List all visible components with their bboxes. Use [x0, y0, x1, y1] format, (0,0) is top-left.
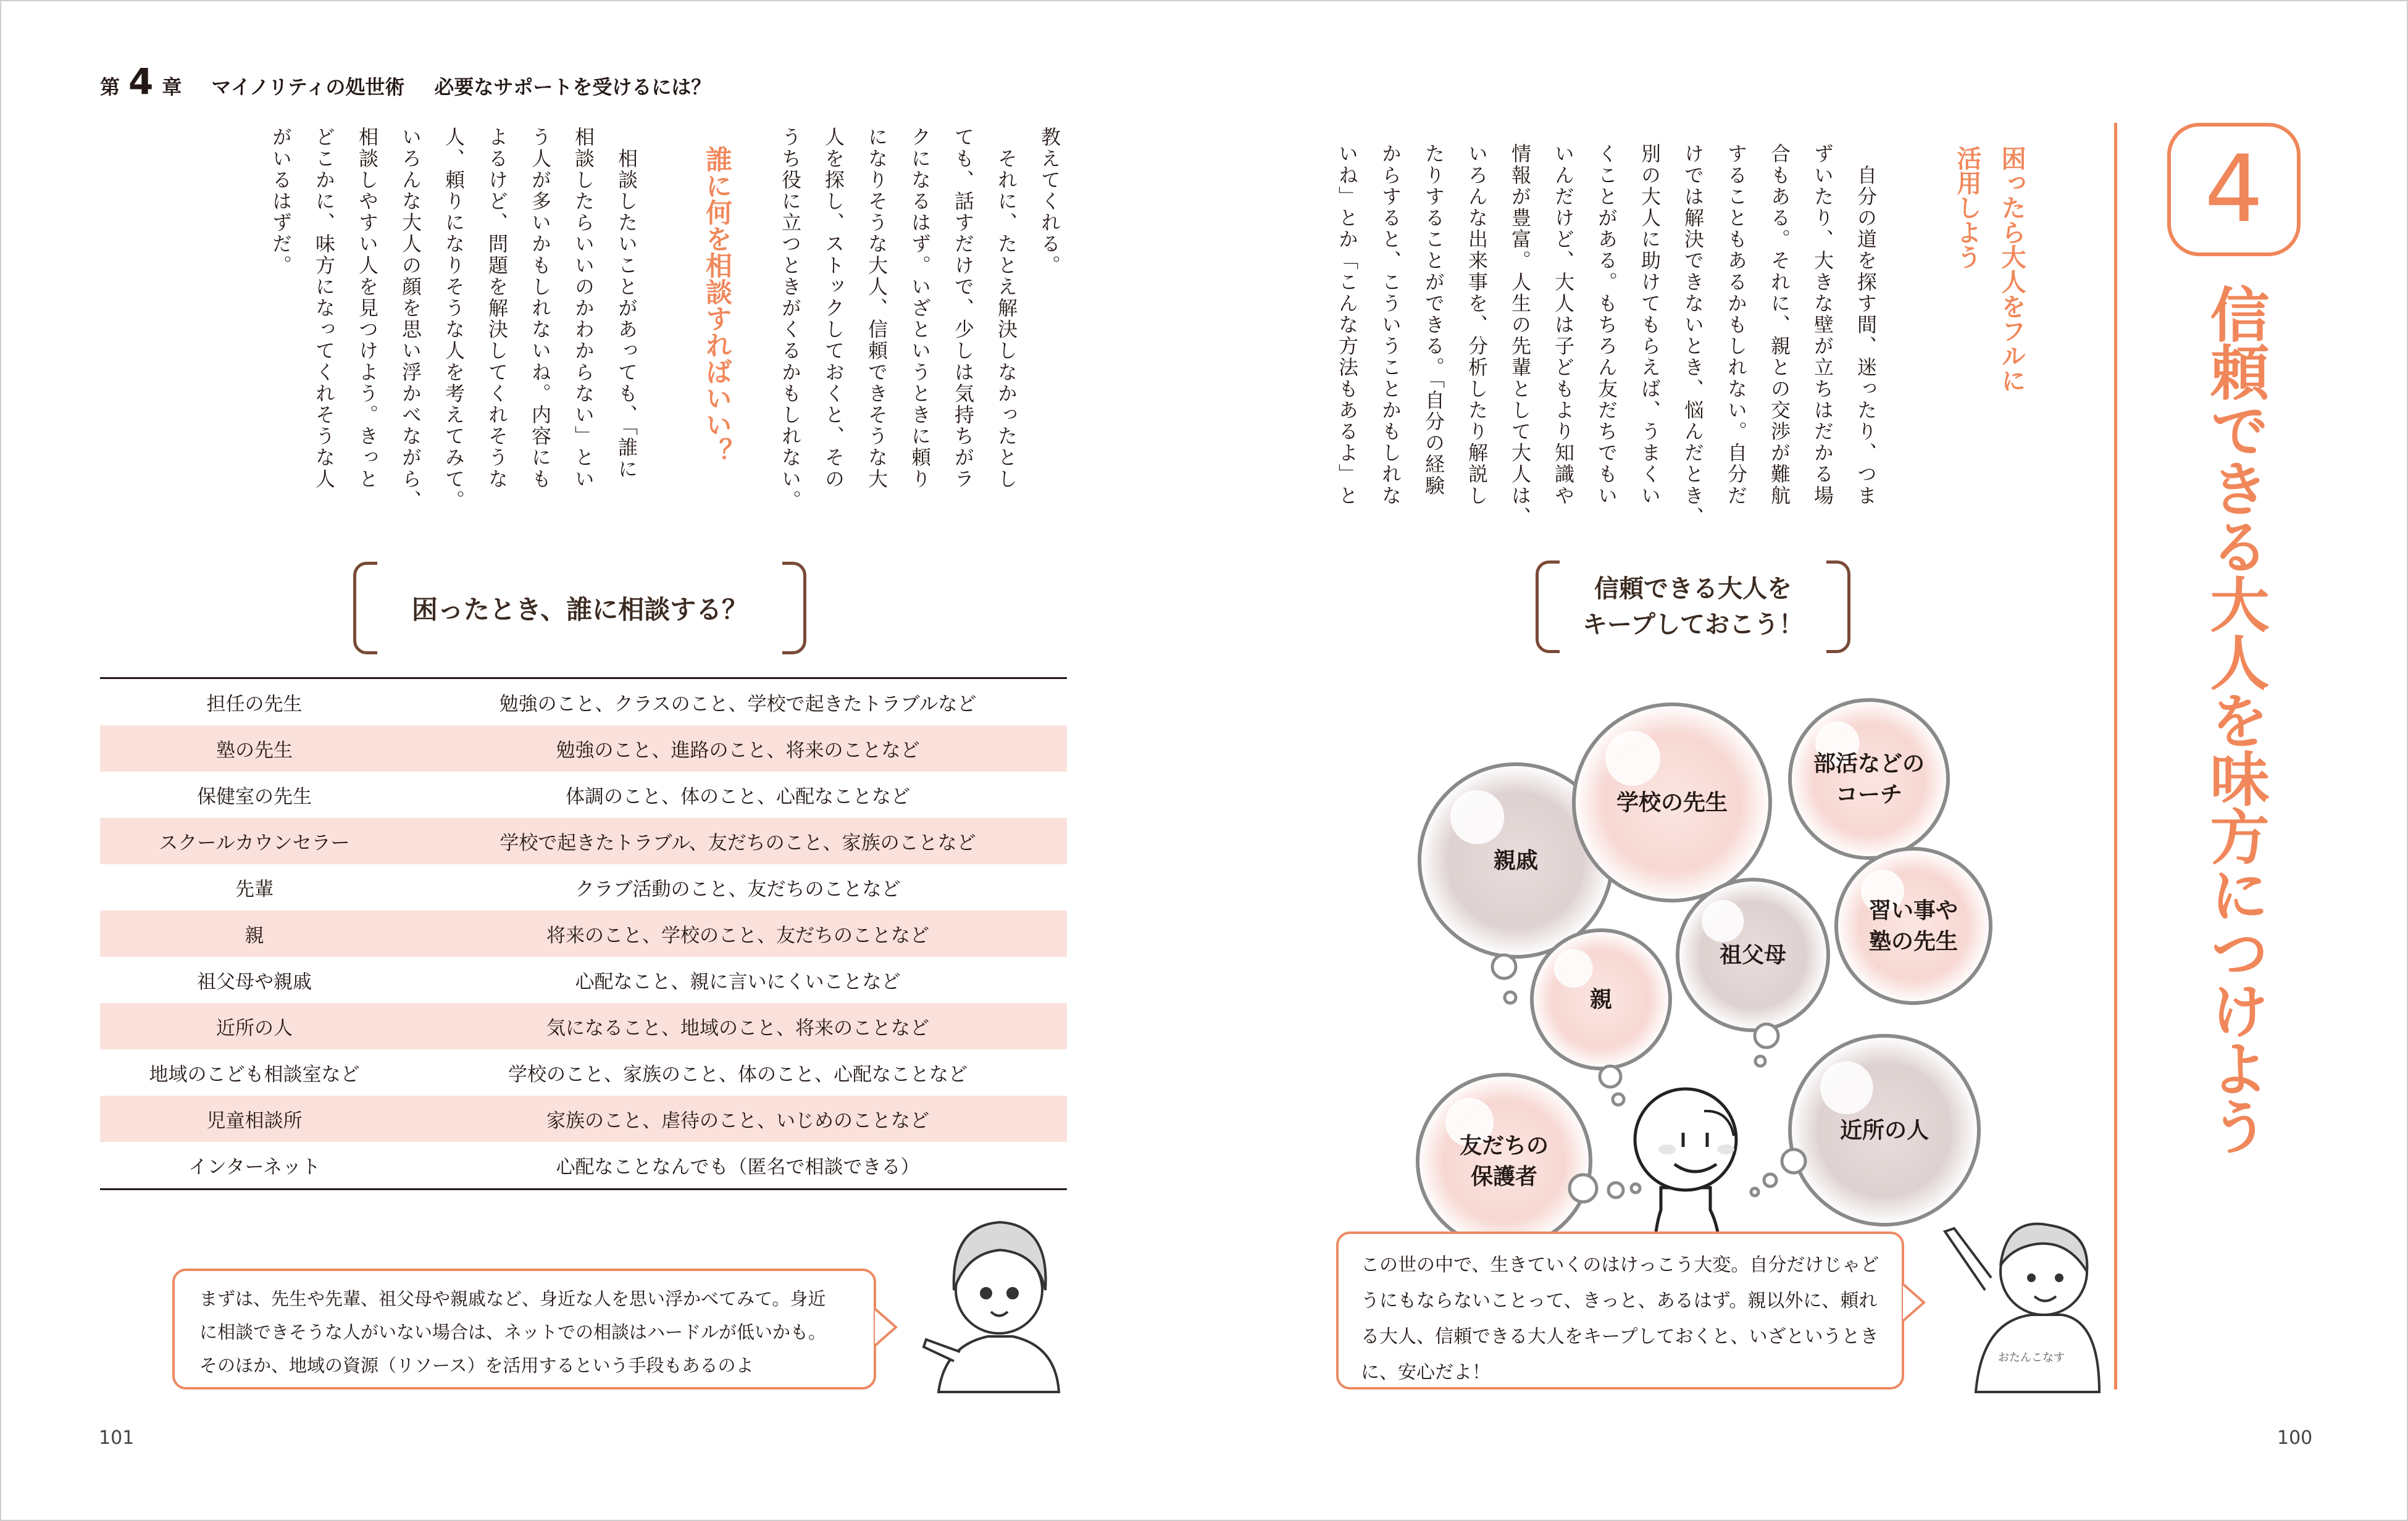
bubble-label: 祖父母 — [1719, 943, 1787, 968]
table-row — [100, 1096, 1067, 1142]
advisor-cell: 先輩 — [235, 878, 274, 901]
thought-bubble — [1532, 930, 1670, 1069]
table-row — [100, 678, 1067, 726]
body-column: たりすることができる。「自分の経験 — [1422, 143, 1445, 497]
thought-bubble — [1790, 1036, 1979, 1225]
section-number-badge: 4 — [2167, 123, 2301, 256]
advisor-cell: 近所の人 — [100, 1003, 409, 1049]
shirt-text: おたんこなす — [1998, 1351, 2065, 1364]
speech-line: まずは、先生や先輩、祖父母や親戚など、身近な人を思い浮かべてみて。身近 — [199, 1288, 826, 1309]
bubble-label: 保護者 — [1470, 1164, 1538, 1190]
left-speech-box — [172, 1269, 876, 1390]
table-row — [100, 772, 1067, 818]
table-label-text: 困ったとき、誰に相談する？ — [411, 594, 748, 625]
body-column: がいるはずだ。 — [269, 127, 293, 277]
body-column: いろんな大人の顔を思い浮かべながら、 — [399, 127, 422, 511]
body-column: ても、話すだけで、少しは気持ちがラ — [951, 127, 975, 490]
advisor-cell: 保健室の先生 — [197, 786, 312, 808]
body-column: 別の大人に助けてもらえば、うまくい — [1638, 143, 1662, 507]
consultation-table — [100, 677, 1067, 1190]
bubble-label: 友だちの — [1459, 1133, 1549, 1159]
topics-cell: 家族のこと、虐待のこと、いじめのことなど — [409, 1096, 1067, 1142]
thought-bubble — [1574, 704, 1770, 901]
advisor-cell: スクールカウンセラー — [100, 818, 409, 864]
thought-dot — [1505, 992, 1516, 1003]
table-row — [100, 864, 1067, 911]
table-row — [100, 911, 1067, 957]
advisor-cell: インターネット — [100, 1142, 409, 1190]
page-number-left: 101 — [99, 1427, 135, 1449]
topics-cell: クラブ活動のこと、友だちのことなど — [575, 878, 901, 901]
table-row — [100, 1142, 1067, 1190]
thought-dot — [1751, 1188, 1758, 1196]
bubble-label: 習い事や — [1868, 898, 1959, 923]
speech-line: そのほか、地域の資源（リソース）を活用するという手段もあるのよ — [199, 1355, 754, 1376]
speech-line: に、安心だよ！ — [1361, 1362, 1490, 1383]
body-column: 人を探し、ストックしておくと、その — [822, 127, 845, 490]
body-column: クになるはず。いざというときに頼り — [908, 127, 932, 490]
body-column: 相談しやすい人を見つけよう。きっと — [356, 127, 379, 490]
section-title-vertical: 信頼できる大人を味方につけよう — [2201, 284, 2270, 1154]
chapter-prefix: 第 — [100, 75, 120, 99]
topics-cell: 体調のこと、体のこと、心配なことなど — [566, 786, 910, 808]
thought-dot — [1782, 1149, 1805, 1173]
bubble-label: コーチ — [1835, 782, 1903, 807]
body-column: ずいたり、大きな壁が立ちはだかる場 — [1811, 143, 1834, 507]
thought-dot — [1755, 1024, 1778, 1048]
left-speech-tail — [874, 1309, 898, 1352]
topics-cell: 学校のこと、家族のこと、体のこと、心配なことなど — [508, 1064, 968, 1086]
thought-dot — [1755, 1056, 1765, 1066]
table-row — [100, 957, 1067, 1003]
body-column: いんだけど、大人は子どもより知識や — [1552, 143, 1575, 507]
speech-line: に相談できそうな人がいない場合は、ネットでの相談はハードルが低いかも。 — [199, 1322, 827, 1343]
bubble-label: 近所の人 — [1839, 1118, 1929, 1143]
right-subheading-line: 困ったら大人をフルに — [1997, 146, 2026, 393]
advisor-cell: 地域のこども相談室など — [149, 1064, 360, 1086]
speech-line: この世の中で、生きていくのはけっこう大変。自分だけじゃど — [1361, 1254, 1879, 1276]
section-title: 必要なサポートを受けるには？ — [434, 75, 711, 99]
topics-cell: 勉強のこと、進路のこと、将来のことなど — [409, 725, 1067, 772]
speech-line: うにもならないことって、きっと、あるはず。親以外に、頼れ — [1361, 1290, 1878, 1312]
body-column: けでは解決できないとき、悩んだとき、 — [1681, 143, 1705, 528]
body-column: よるけど、問題を解決してくれそうな — [485, 127, 509, 490]
keep-adults-label-line: キープしておこう！ — [1582, 610, 1804, 639]
table-label — [353, 562, 806, 654]
body-column: 教えてくれる。 — [1038, 127, 1061, 277]
body-column: 相談したらいいのかわからない」とい — [572, 127, 595, 490]
guide-character-left-icon — [924, 1222, 1059, 1392]
guide-character-right-icon — [1945, 1224, 2099, 1392]
body-column: どこかに、味方になってくれそうな人 — [312, 127, 336, 490]
thought-dot — [1613, 1094, 1624, 1105]
bubble-label: 親 — [1589, 987, 1613, 1012]
table-row — [100, 1003, 1067, 1049]
body-column: 自分の道を探す間、迷ったり、つま — [1854, 143, 1878, 507]
topics-cell: 心配なこと、親に言いにくいことなど — [575, 971, 901, 993]
thought-bubble — [1836, 849, 1991, 1003]
advisor-cell: 担任の先生 — [100, 678, 409, 726]
keep-adults-label-line: 信頼できる大人を — [1594, 575, 1792, 603]
body-column: うち役に立つときがくるかもしれない。 — [779, 127, 802, 511]
body-column: 情報が豊富。人生の先輩として大人は、 — [1508, 143, 1532, 528]
thought-dot — [1608, 1183, 1623, 1198]
body-column: いろんな出来事を、分析したり解説し — [1465, 143, 1489, 507]
table-row — [100, 725, 1067, 772]
topics-cell: 気になること、地域のこと、将来のことなど — [409, 1003, 1067, 1049]
thought-dot — [1570, 1175, 1597, 1202]
body-column: 人、頼りになりそうな人を考えてみて。 — [442, 127, 466, 511]
table-row — [100, 818, 1067, 864]
left-body-text-1 — [769, 127, 1071, 511]
thought-bubble — [1790, 700, 1948, 858]
chapter-number: 4 — [128, 60, 154, 102]
advisor-cell: 親 — [100, 911, 409, 957]
right-speech-tail — [1902, 1284, 1926, 1327]
left-body-text-2 — [259, 127, 648, 511]
thought-bubble — [1678, 880, 1828, 1030]
bubble-label: 塾の先生 — [1868, 929, 1959, 954]
speech-line: る大人、信頼できる大人をキープしておくと、いざというとき — [1361, 1326, 1879, 1348]
thought-dot — [1600, 1066, 1621, 1087]
body-column: くことがある。もちろん友だちでもい — [1595, 143, 1618, 507]
advisor-cell: 塾の先生 — [100, 725, 409, 772]
body-column: 合もある。それに、親との交渉が難航 — [1768, 143, 1791, 507]
thought-dot — [1492, 955, 1516, 978]
thought-dot — [1764, 1174, 1776, 1186]
left-subheading: 誰に何を相談すればいい？ — [701, 146, 732, 464]
right-subheading-line: 活用しよう — [1953, 146, 1981, 269]
advisor-cell: 祖父母や親戚 — [197, 971, 312, 993]
topics-cell: 将来のこと、学校のこと、友だちのことなど — [409, 911, 1067, 957]
page-number-right: 100 — [2277, 1427, 2313, 1449]
body-column: う人が多いかもしれないね。内容にも — [529, 127, 552, 490]
body-column: からすると、こういうことかもしれな — [1379, 143, 1402, 507]
body-column: することもあるかもしれない。自分だ — [1724, 143, 1748, 507]
bubble-label: 学校の先生 — [1616, 790, 1728, 815]
body-column: 相談したいことがあっても、「誰に — [615, 127, 638, 480]
thought-dot — [1631, 1184, 1640, 1193]
right-speech-box — [1336, 1231, 1904, 1390]
chapter-title: マイノリティの処世術 — [211, 75, 405, 99]
body-column: になりそうな大人、信頼できそうな大 — [865, 127, 888, 490]
table-row — [100, 1049, 1067, 1096]
body-column: いね」とか「こんな方法もあるよ」と — [1336, 143, 1359, 507]
bubble-label: 親戚 — [1493, 848, 1539, 873]
body-column: それに、たとえ解決しなかったとし — [995, 127, 1018, 490]
topics-cell: 学校で起きたトラブル、友だちのこと、家族のことなど — [409, 818, 1067, 864]
chapter-suffix: 章 — [162, 75, 182, 99]
topics-cell: 心配なことなんでも（匿名で相談できる） — [409, 1142, 1067, 1190]
thought-bubble — [1418, 1075, 1591, 1248]
advisor-cell: 児童相談所 — [100, 1096, 409, 1142]
bubble-label: 部活などの — [1813, 751, 1925, 777]
topics-cell: 勉強のこと、クラスのこと、学校で起きたトラブルなど — [409, 678, 1067, 726]
